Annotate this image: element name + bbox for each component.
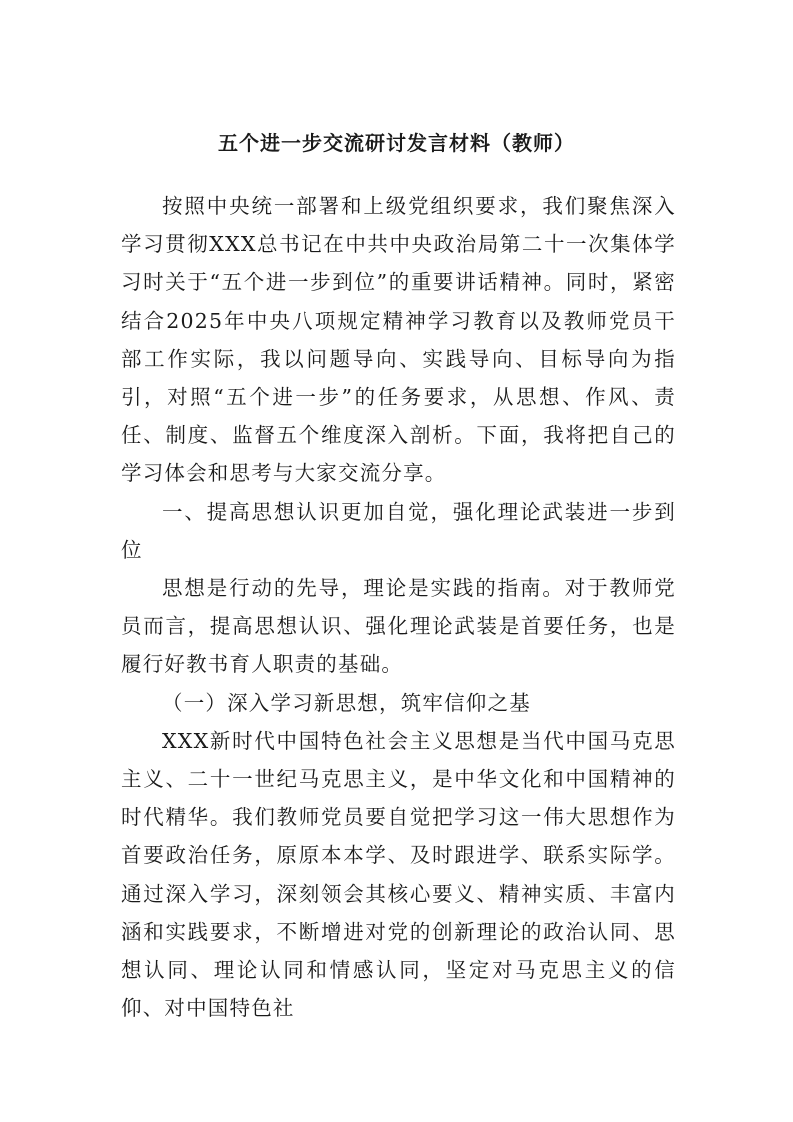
subsection-heading-1: （一）深入学习新思想，筑牢信仰之基 [162,690,531,715]
subsection-1-paragraph: XXX新时代中国特色社会主义思想是当代中国马克思主义、二十一世纪马克思主义，是中华文化和中国精神的时代精华。我们教师党员要自觉把学习这一伟大思想作为首要政治任务，原原本本学、及时跟进学、联系实际学。通过深入学习，深刻领会其核心要义、精神实质、丰富内涵和实践要求，不断增进对党的创新理论的政治认同、思想认同、理论认同和情感认同，坚定对马克思主义的信仰、对中国特色社 [121,728,676,1021]
intro-paragraph: 按照中央统一部署和上级党组织要求，我们聚焦深入学习贯彻XXX总书记在中共中央政治局第二十一次集体学习时关于“五个进一步到位”的重要讲话精神。同时，紧密结合2025年中央八项规定精神学习教育以及教师党员干部工作实际，我以问题导向、实践导向、目标导向为指引，对照“五个进一步”的任务要求，从思想、作风、责任、制度、监督五个维度深入剖析。下面，我将把自己的学习体会和思考与大家交流分享。 [121,194,676,486]
section-heading-1: 一、提高思想认识更加自觉，强化理论武装进一步到位 [121,499,676,562]
section-1-paragraph: 思想是行动的先导，理论是实践的指南。对于教师党员而言，提高思想认识、强化理论武装是首要任务，也是履行好教书育人职责的基础。 [121,576,676,677]
document-title: 五个进一步交流研讨发言材料（教师） [218,131,575,155]
document-body [121,187,676,1027]
